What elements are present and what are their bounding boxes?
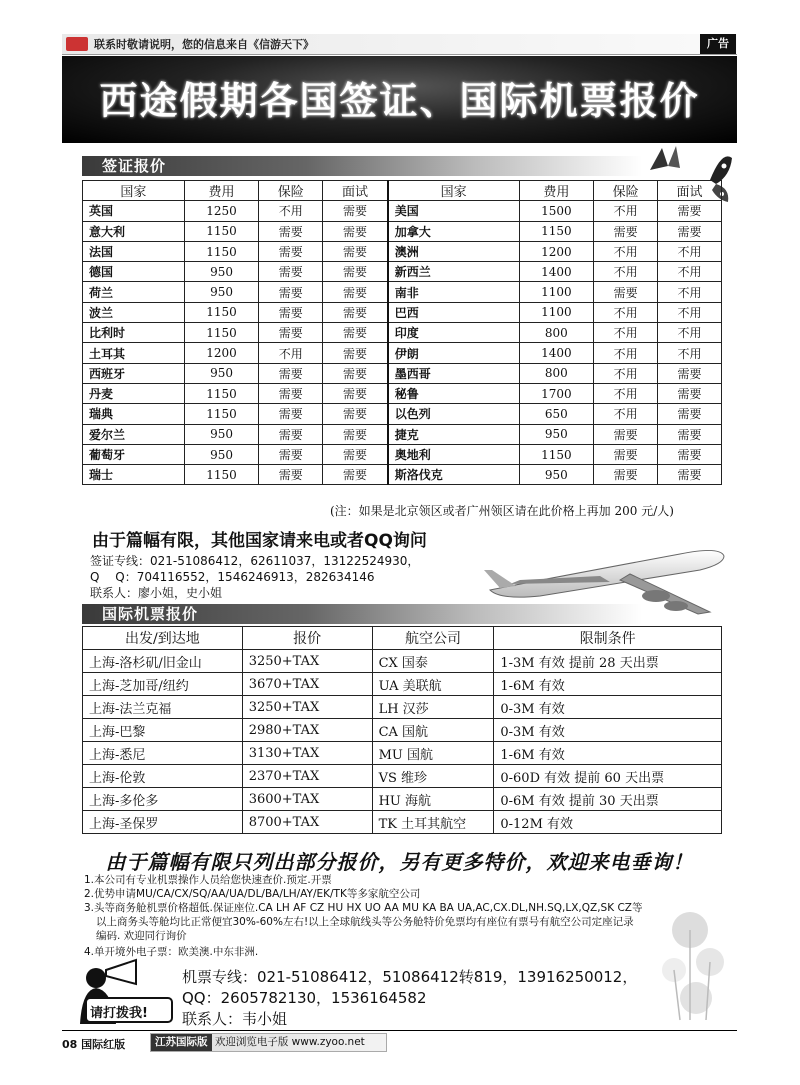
table-cell: 1150: [184, 241, 259, 261]
table-cell: 需要: [259, 262, 323, 282]
country-cell: 美国: [388, 201, 519, 221]
table-cell: 3130+TAX: [242, 742, 372, 765]
table-cell: 1150: [184, 383, 259, 403]
table-cell: 1500: [519, 201, 594, 221]
country-cell: 加拿大: [388, 221, 519, 241]
country-cell: 丹麦: [83, 383, 185, 403]
table-cell: 需要: [259, 363, 323, 383]
table-cell: 3600+TAX: [242, 788, 372, 811]
note-item: 编码. 欢迎同行询价: [96, 930, 187, 942]
note-item: 4.单开境外电子票：欧美澳.中东非洲.: [84, 946, 259, 958]
table-cell: UA 美联航: [372, 673, 494, 696]
table-header-row: [83, 181, 722, 201]
country-cell: 斯洛伐克: [388, 465, 519, 485]
table-row: [83, 765, 722, 788]
table-cell: 1150: [184, 302, 259, 322]
table-cell: 1200: [519, 241, 594, 261]
visa-price-table: [82, 180, 722, 485]
country-cell: 澳洲: [388, 241, 519, 261]
table-cell: 需要: [259, 221, 323, 241]
table-cell: 3670+TAX: [242, 673, 372, 696]
table-cell: 2980+TAX: [242, 719, 372, 742]
table-cell: MU 国航: [372, 742, 494, 765]
table-cell: 需要: [323, 323, 388, 343]
table-cell: 650: [519, 404, 594, 424]
table-cell: 上海-芝加哥/纽约: [83, 673, 243, 696]
col-header: 保险: [594, 181, 658, 201]
table-cell: 需要: [259, 444, 323, 464]
table-cell: 1100: [519, 282, 594, 302]
table-cell: 800: [519, 363, 594, 383]
visa-section-bar: [82, 156, 642, 176]
col-header: 报价: [242, 627, 372, 650]
table-cell: VS 维珍: [372, 765, 494, 788]
table-cell: 不用: [594, 302, 658, 322]
country-cell: 爱尔兰: [83, 424, 185, 444]
inquiry-headline: 由于篇幅有限，其他国家请来电或者QQ询问: [92, 531, 427, 551]
table-header-row: [83, 627, 722, 650]
call-me-label: 请打拨我!: [90, 1006, 148, 1021]
table-cell: 需要: [323, 424, 388, 444]
table-cell: 需要: [658, 363, 722, 383]
table-cell: 需要: [658, 201, 722, 221]
table-cell: 不用: [594, 323, 658, 343]
table-cell: 1150: [184, 323, 259, 343]
col-header: 费用: [184, 181, 259, 201]
table-cell: 需要: [658, 404, 722, 424]
table-cell: 需要: [658, 424, 722, 444]
table-cell: 上海-多伦多: [83, 788, 243, 811]
table-cell: 不用: [594, 363, 658, 383]
table-cell: 1150: [184, 404, 259, 424]
table-row: [83, 282, 722, 302]
table-cell: 1250: [184, 201, 259, 221]
note-item: 2.优势申请MU/CA/CX/SQ/AA/UA/DL/BA/LH/AY/EK/TK等多家航空公司: [84, 888, 421, 900]
country-cell: 法国: [83, 241, 185, 261]
table-cell: 3250+TAX: [242, 696, 372, 719]
country-cell: 新西兰: [388, 262, 519, 282]
table-cell: 0-60D 有效 提前 60 天出票: [494, 765, 722, 788]
table-cell: 1200: [184, 343, 259, 363]
table-cell: 800: [519, 323, 594, 343]
table-row: [83, 221, 722, 241]
table-cell: 不用: [594, 383, 658, 403]
table-row: [83, 811, 722, 834]
publication-logo: [66, 37, 88, 51]
table-cell: 需要: [594, 424, 658, 444]
table-cell: 需要: [259, 424, 323, 444]
table-cell: 需要: [323, 444, 388, 464]
note-item: 1.本公司有专业机票操作人员给您快速查价.预定.开票: [84, 874, 332, 886]
table-cell: 不用: [594, 404, 658, 424]
note-item: 3.头等商务舱机票价格超低.保证座位.CA LH AF CZ HU HX UO AA MU KA BA UA,AC,CX.DL,NH.SQ,LX,QZ,SK CZ等: [84, 902, 643, 914]
country-cell: 土耳其: [83, 343, 185, 363]
col-header: 限制条件: [494, 627, 722, 650]
table-cell: 不用: [259, 201, 323, 221]
table-cell: 0-3M 有效: [494, 719, 722, 742]
table-cell: 3250+TAX: [242, 650, 372, 673]
table-cell: 不用: [658, 282, 722, 302]
table-cell: 0-12M 有效: [494, 811, 722, 834]
edition-label: 江苏国际版: [151, 1034, 212, 1051]
table-cell: 需要: [323, 383, 388, 403]
strip-text: 联系时敬请说明，您的信息来自《信游天下》: [94, 38, 314, 51]
table-cell: 需要: [594, 282, 658, 302]
table-row: [83, 404, 722, 424]
table-cell: 需要: [323, 201, 388, 221]
note-item: 以上商务头等舱均比正常便宜30%-60%左右!以上全球航线头等公务舱特价免票均有座位有票号有航空公司定座记录: [96, 916, 634, 928]
table-cell: 1150: [519, 444, 594, 464]
table-cell: 1-6M 有效: [494, 673, 722, 696]
table-row: [83, 343, 722, 363]
table-cell: 不用: [594, 343, 658, 363]
table-cell: 上海-悉尼: [83, 742, 243, 765]
table-cell: LH 汉莎: [372, 696, 494, 719]
table-row: [83, 201, 722, 221]
table-cell: 需要: [259, 302, 323, 322]
country-cell: 南非: [388, 282, 519, 302]
col-header: 费用: [519, 181, 594, 201]
table-row: [83, 742, 722, 765]
table-cell: 950: [184, 363, 259, 383]
table-cell: 需要: [658, 444, 722, 464]
table-cell: 上海-法兰克福: [83, 696, 243, 719]
table-cell: 需要: [259, 383, 323, 403]
table-cell: 不用: [594, 201, 658, 221]
country-cell: 葡萄牙: [83, 444, 185, 464]
country-cell: 意大利: [83, 221, 185, 241]
table-cell: 不用: [658, 343, 722, 363]
country-cell: 奥地利: [388, 444, 519, 464]
col-header: 保险: [259, 181, 323, 201]
table-cell: 8700+TAX: [242, 811, 372, 834]
visa-qq: Q Q：704116552，1546246913，282634146: [90, 570, 375, 584]
table-cell: 需要: [658, 383, 722, 403]
table-cell: 需要: [323, 241, 388, 261]
table-cell: TK 土耳其航空: [372, 811, 494, 834]
table-cell: 需要: [594, 221, 658, 241]
footer-divider: [62, 1030, 737, 1031]
country-cell: 印度: [388, 323, 519, 343]
flight-price-table: [82, 626, 722, 834]
country-cell: 巴西: [388, 302, 519, 322]
country-cell: 瑞典: [83, 404, 185, 424]
table-cell: 需要: [259, 282, 323, 302]
table-cell: 0-6M 有效 提前 30 天出票: [494, 788, 722, 811]
table-cell: 1150: [184, 221, 259, 241]
table-cell: 需要: [658, 465, 722, 485]
table-cell: 需要: [658, 221, 722, 241]
table-cell: 1400: [519, 262, 594, 282]
table-row: [83, 673, 722, 696]
slogan: 由于篇幅有限只列出部分报价，另有更多特价，欢迎来电垂询！: [105, 850, 694, 874]
visa-hotline: 签证专线：021-51086412，62611037，13122524930，: [90, 554, 420, 568]
country-cell: 墨西哥: [388, 363, 519, 383]
table-cell: 上海-伦敦: [83, 765, 243, 788]
table-row: [83, 719, 722, 742]
table-cell: 950: [184, 444, 259, 464]
table-cell: 不用: [658, 241, 722, 261]
table-cell: 需要: [594, 465, 658, 485]
visa-contact: 联系人：廖小姐，史小姐: [90, 586, 223, 600]
table-cell: 1100: [519, 302, 594, 322]
col-header: 国家: [388, 181, 519, 201]
table-cell: 需要: [594, 444, 658, 464]
ticket-qq: QQ：2605782130，1536164582: [182, 989, 427, 1007]
table-cell: 需要: [323, 221, 388, 241]
ticket-hotline: 机票专线：021-51086412，51086412转819，13916250012，: [182, 968, 638, 986]
country-cell: 秘鲁: [388, 383, 519, 403]
page-number: 08 国际红版: [62, 1038, 126, 1051]
table-row: [83, 424, 722, 444]
table-cell: 0-3M 有效: [494, 696, 722, 719]
table-cell: 需要: [323, 343, 388, 363]
table-cell: 1150: [519, 221, 594, 241]
table-cell: 950: [519, 424, 594, 444]
table-cell: 1-3M 有效 提前 28 天出票: [494, 650, 722, 673]
table-row: [83, 363, 722, 383]
table-cell: 需要: [259, 241, 323, 261]
col-header: 面试: [658, 181, 722, 201]
table-cell: 需要: [259, 323, 323, 343]
country-cell: 比利时: [83, 323, 185, 343]
table-cell: 需要: [323, 465, 388, 485]
table-cell: 不用: [259, 343, 323, 363]
table-row: [83, 302, 722, 322]
table-cell: 1400: [519, 343, 594, 363]
visa-note: (注：如果是北京领区或者广州领区请在此价格上再加 200 元/人): [330, 504, 674, 518]
table-cell: 950: [184, 424, 259, 444]
flight-section-title: 国际机票报价: [102, 605, 199, 623]
footer-banner: [150, 1033, 387, 1052]
country-cell: 西班牙: [83, 363, 185, 383]
table-cell: 上海-圣保罗: [83, 811, 243, 834]
table-row: [83, 383, 722, 403]
table-cell: 950: [184, 262, 259, 282]
table-cell: 需要: [259, 465, 323, 485]
country-cell: 捷克: [388, 424, 519, 444]
table-cell: 1700: [519, 383, 594, 403]
table-cell: 不用: [658, 323, 722, 343]
table-cell: 上海-巴黎: [83, 719, 243, 742]
ticket-contact: 联系人：韦小姐: [182, 1010, 288, 1028]
table-row: [83, 444, 722, 464]
country-cell: 德国: [83, 262, 185, 282]
table-cell: CX 国泰: [372, 650, 494, 673]
ad-tag: 广告: [700, 34, 736, 54]
footer-url: 欢迎浏览电子版 www.zyoo.net: [214, 1036, 365, 1048]
table-cell: 上海-洛杉矶/旧金山: [83, 650, 243, 673]
country-cell: 英国: [83, 201, 185, 221]
table-row: [83, 241, 722, 261]
country-cell: 荷兰: [83, 282, 185, 302]
flight-section-bar: [82, 604, 642, 624]
flower-decoration-icon: [640, 900, 735, 1025]
col-header: 航空公司: [372, 627, 494, 650]
table-cell: 950: [184, 282, 259, 302]
col-header: 面试: [323, 181, 388, 201]
table-cell: 1-6M 有效: [494, 742, 722, 765]
table-cell: 不用: [658, 262, 722, 282]
table-cell: 950: [519, 465, 594, 485]
table-cell: 1150: [184, 465, 259, 485]
table-cell: 2370+TAX: [242, 765, 372, 788]
table-row: [83, 262, 722, 282]
country-cell: 瑞士: [83, 465, 185, 485]
col-header: 国家: [83, 181, 185, 201]
table-cell: CA 国航: [372, 719, 494, 742]
table-cell: 需要: [323, 262, 388, 282]
table-row: [83, 650, 722, 673]
table-row: [83, 465, 722, 485]
table-cell: 需要: [323, 363, 388, 383]
table-row: [83, 788, 722, 811]
table-cell: HU 海航: [372, 788, 494, 811]
col-header: 出发/到达地: [83, 627, 243, 650]
table-cell: 需要: [259, 404, 323, 424]
table-cell: 不用: [594, 262, 658, 282]
country-cell: 伊朗: [388, 343, 519, 363]
page-title: 西途假期各国签证、国际机票报价: [99, 78, 700, 123]
table-cell: 不用: [594, 241, 658, 261]
visa-section-title: 签证报价: [102, 157, 167, 175]
table-row: [83, 323, 722, 343]
table-cell: 需要: [323, 302, 388, 322]
table-row: [83, 696, 722, 719]
country-cell: 以色列: [388, 404, 519, 424]
country-cell: 波兰: [83, 302, 185, 322]
table-cell: 需要: [323, 404, 388, 424]
table-cell: 需要: [323, 282, 388, 302]
table-cell: 不用: [658, 302, 722, 322]
